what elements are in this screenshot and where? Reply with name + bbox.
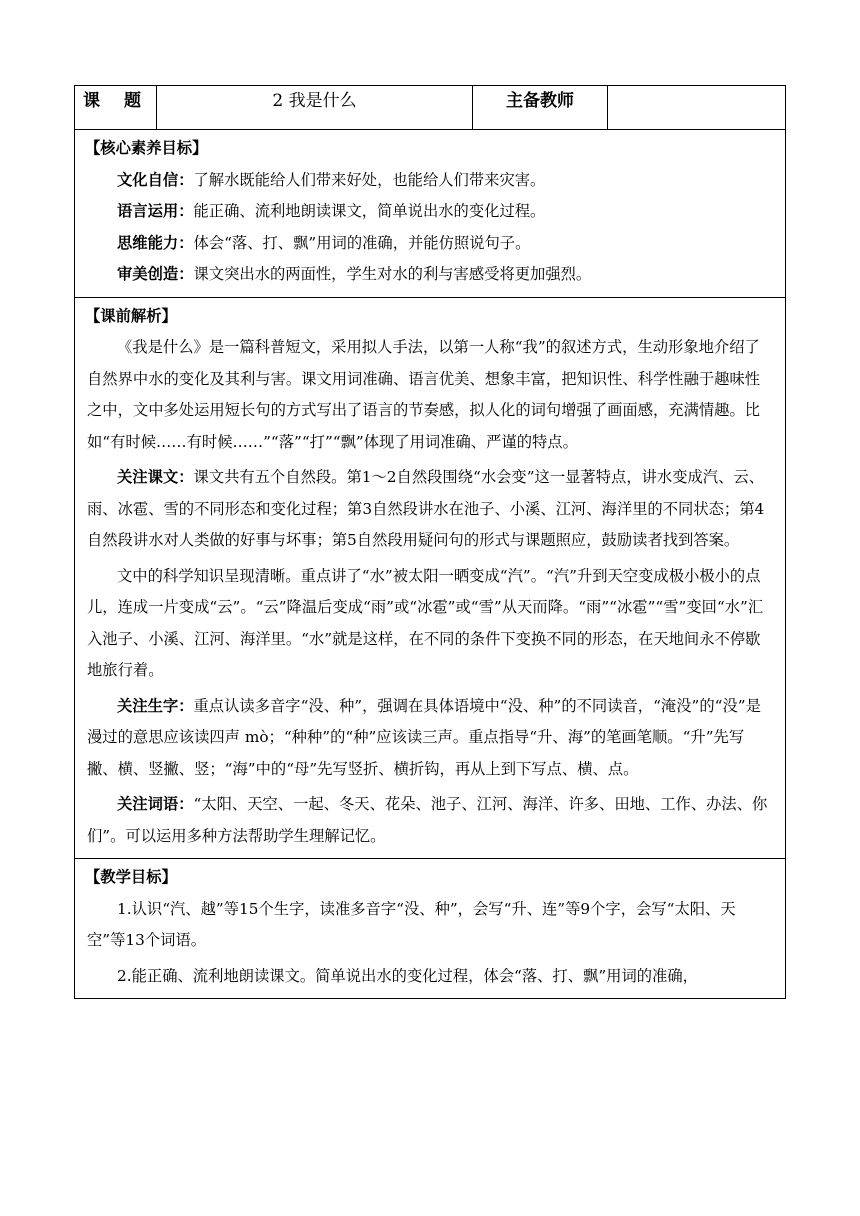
goal-thinking: 思维能力：体会“落、打、飘”用词的准确，并能仿照说句子。 [117, 233, 531, 252]
analysis-text-focus: 关注课文：课文共有五个自然段。第1～2自然段围绕“水会变”这一显著特点，讲水变成汽、云、雨、冰雹、雪的不同形态和变化过程；第3自然段讲水在池子、小溪、江河、海洋里的不同状态；第4自然段讲水对人类做的好事与坏事；第5自然段用疑问句的形式与课题照应，鼓励读者找到答案。 [87, 468, 765, 549]
teaching-goals-row [75, 859, 786, 999]
core-goals-row [75, 130, 786, 298]
goal-culture: 文化自信：了解水既能给人们带来好处，也能给人们带来灾害。 [117, 170, 546, 189]
analysis-words-focus: 关注词语：“太阳、天空、一起、冬天、花朵、池子、江河、海洋、许多、田地、工作、办法、你们”。可以运用多种方法帮助学生理解记忆。 [87, 795, 768, 845]
core-goals-title: 【核心素养目标】 [85, 139, 208, 157]
lesson-plan-table [74, 85, 786, 999]
teaching-goal-1: 1.认识“汽、越”等15个生字，读准多音字“没、种”，会写“升、连”等9个字，会写“太阳、天空”等13个词语。 [87, 899, 736, 949]
topic-label: 课 题 [75, 86, 157, 130]
analysis-row [75, 297, 786, 859]
teaching-goals-title: 【教学目标】 [85, 868, 177, 886]
analysis-title: 【课前解析】 [85, 306, 177, 325]
topic-value: 2 我是什么 [157, 86, 473, 130]
header-row [75, 86, 786, 130]
teacher-label: 主备教师 [473, 86, 608, 130]
analysis-chars-focus: 关注生字：重点认读多音字“没、种”，强调在具体语境中“没、种”的不同读音，“淹没”的“没”是漫过的意思应该读四声 mò；“种种”的“种”应该读三声。重点指导“升、海”的笔画笔顺。“升”先写撇、横、竖撇、竖；“海”中的“母”先写竖折、横折钩，再从上到下写点、横、点。 [87, 696, 761, 778]
analysis-section [75, 297, 786, 859]
analysis-intro: 《我是什么》是一篇科普短文，采用拟人手法，以第一人称“我”的叙述方式，生动形象地介绍了自然界中水的变化及其利与害。课文用词准确、语言优美、想象丰富，把知识性、科学性融于趣味性之中，文中多处运用短长句的方式写出了语言的节奏感，拟人化的词句增强了画面感，充满情趣。比如“有时候……有时候……”“落”“打”“飘”体现了用词准确、严谨的特点。 [87, 338, 761, 451]
teaching-goals-section [75, 859, 786, 999]
goal-aesthetic: 审美创造：课文突出水的两面性，学生对水的利与害感受将更加强烈。 [117, 265, 592, 283]
analysis-science: 文中的科学知识呈现清晰。重点讲了“水”被太阳一晒变成“汽”。“汽”升到天空变成极小极小的点儿，连成一片变成“云”。“云”降温后变成“雨”或“冰雹”或“雪”从天而降。“雨”“冰雹”“雪”变回“水”汇入池子、小溪、江河、海洋里。“水”就是这样，在不同的条件下变换不同的形态，在天地间永不停歇地旅行着。 [87, 566, 764, 679]
goal-language: 语言运用：能正确、流利地朗读课文，简单说出水的变化过程。 [117, 202, 546, 220]
teacher-value [608, 86, 786, 130]
teaching-goal-2: 2.能正确、流利地朗读课文。简单说出水的变化过程，体会“落、打、飘”用词的准确， [117, 966, 698, 985]
core-goals-section [75, 130, 786, 298]
